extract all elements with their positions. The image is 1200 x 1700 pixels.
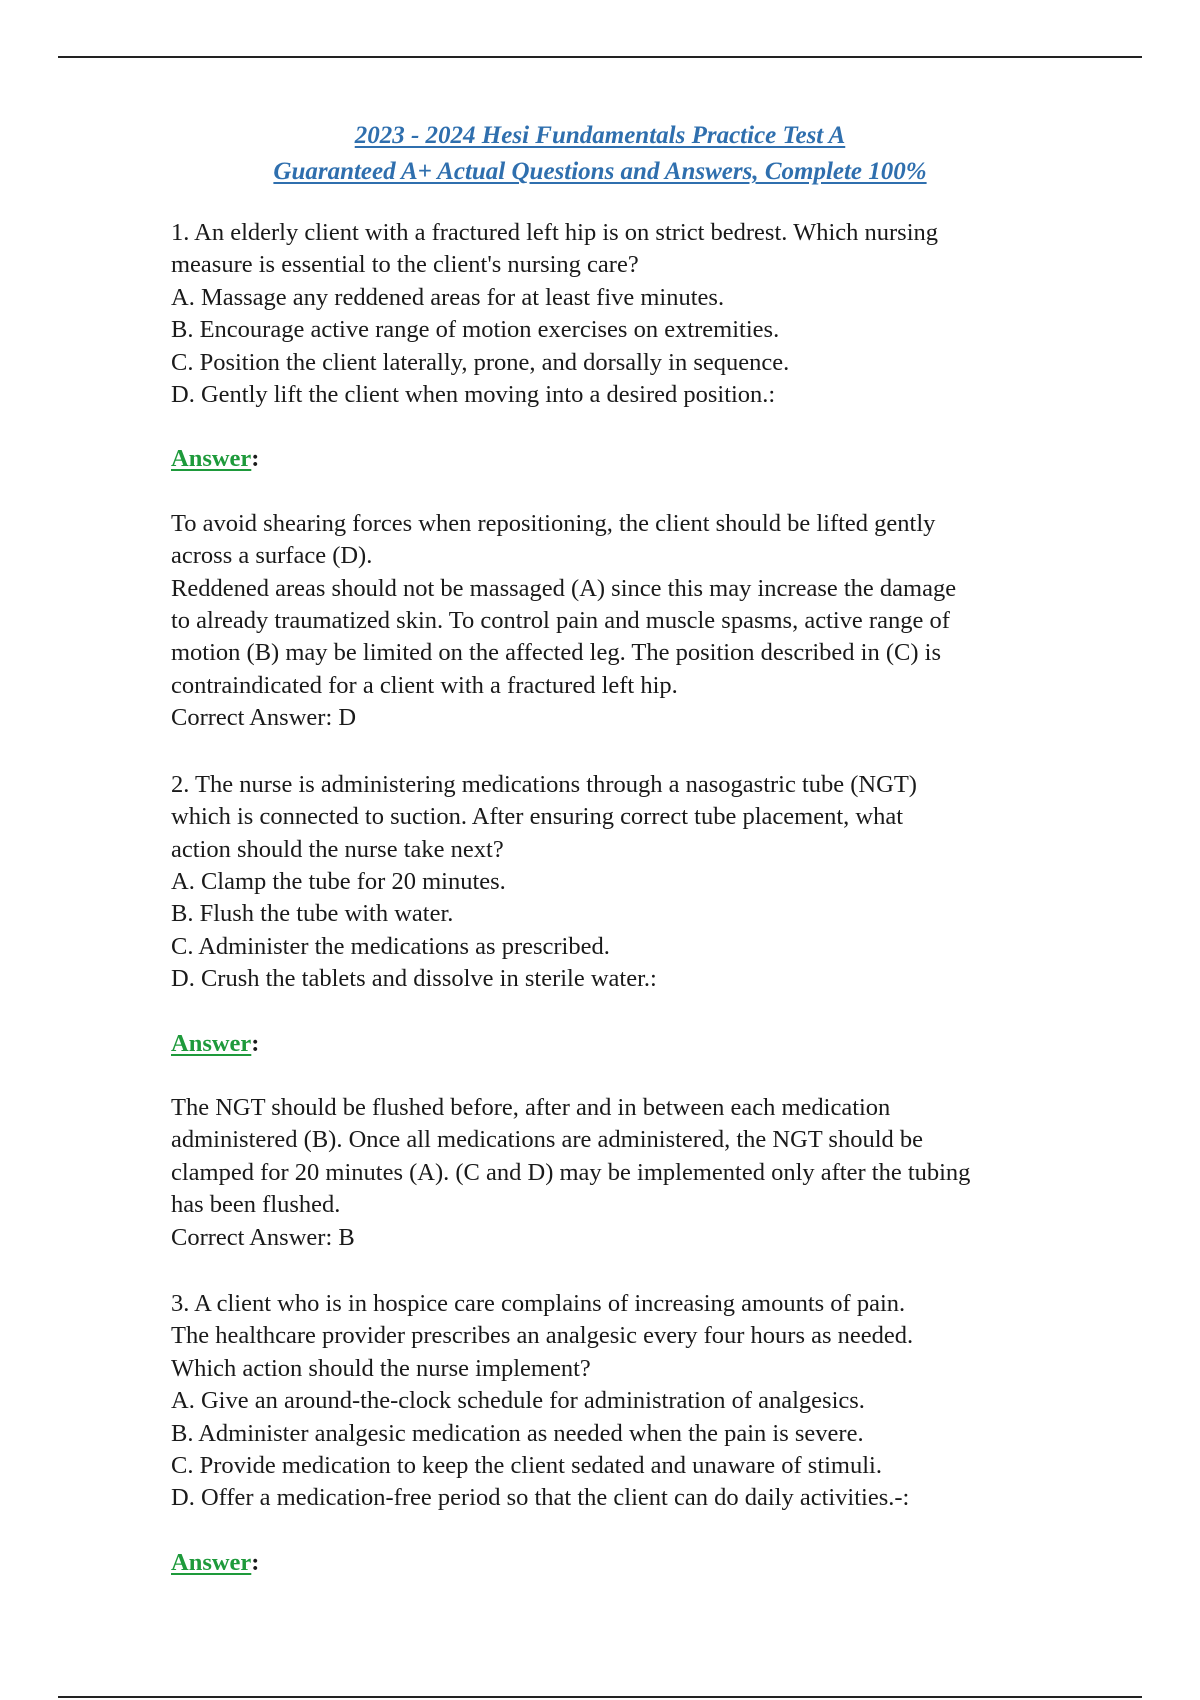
answer-label: Answer	[171, 1548, 252, 1576]
question-stem-line: measure is essential to the client's nursing care?	[171, 251, 639, 279]
explanation-2	[171, 1092, 1101, 1254]
correct-answer: Correct Answer: B	[171, 1223, 355, 1251]
document-title	[0, 118, 1200, 190]
question-stem-line: action should the nurse take next?	[171, 835, 504, 863]
explanation-line: across a surface (D).	[171, 542, 373, 570]
option-a: A. Clamp the tube for 20 minutes.	[171, 867, 506, 895]
option-b: B. Encourage active range of motion exercises on extremities.	[171, 316, 780, 344]
title-line-1: 2023 - 2024 Hesi Fundamentals Practice Test A	[354, 122, 846, 149]
question-3	[171, 1288, 1101, 1515]
title-line-2: Guaranteed A+ Actual Questions and Answers, Complete 100%	[273, 158, 927, 185]
explanation-line: administered (B). Once all medications are administered, the NGT should be	[171, 1126, 924, 1154]
answer-colon: :	[251, 1548, 260, 1576]
option-d: D. Crush the tablets and dissolve in sterile water.:	[171, 965, 657, 993]
answer-heading	[171, 443, 1101, 475]
question-stem-line: Which action should the nurse implement?	[171, 1354, 591, 1382]
header-rule	[58, 56, 1142, 58]
correct-answer: Correct Answer: D	[171, 704, 357, 732]
answer-label: Answer	[171, 1029, 252, 1057]
explanation-line: To avoid shearing forces when repositioning, the client should be lifted gently	[171, 509, 936, 537]
option-c: C. Administer the medications as prescribed.	[171, 932, 610, 960]
question-stem-line: 1. An elderly client with a fractured left hip is on strict bedrest. Which nursing	[171, 219, 939, 246]
question-stem-line: 2. The nurse is administering medications through a nasogastric tube (NGT)	[171, 770, 917, 798]
option-c: C. Position the client laterally, prone, and dorsally in sequence.	[171, 348, 790, 376]
answer-colon: :	[251, 1029, 260, 1057]
option-c: C. Provide medication to keep the client sedated and unaware of stimuli.	[171, 1452, 882, 1479]
explanation-line: motion (B) may be limited on the affected leg. The position described in (C) is	[171, 639, 941, 667]
explanation-line: contraindicated for a client with a fractured left hip.	[171, 671, 678, 699]
document-body	[171, 217, 1101, 1579]
explanation-line: The NGT should be flushed before, after and in between each medication	[171, 1093, 891, 1121]
option-d: D. Offer a medication-free period so that the client can do daily activities.-:	[171, 1484, 910, 1512]
answer-heading	[171, 1547, 1101, 1579]
explanation-line: Reddened areas should not be massaged (A) since this may increase the damage	[171, 574, 957, 602]
option-a: A. Massage any reddened areas for at least five minutes.	[171, 283, 725, 311]
question-2	[171, 769, 1101, 996]
answer-label: Answer	[171, 445, 252, 473]
option-d: D. Gently lift the client when moving into a desired position.:	[171, 381, 776, 409]
footer-rule	[58, 1696, 1142, 1698]
answer-heading	[171, 1028, 1101, 1060]
question-stem-line: The healthcare provider prescribes an analgesic every four hours as needed.	[171, 1322, 914, 1350]
option-a: A. Give an around-the-clock schedule for administration of analgesics.	[171, 1387, 865, 1415]
question-stem-line: which is connected to suction. After ensuring correct tube placement, what	[171, 803, 904, 831]
question-1	[171, 217, 1101, 411]
question-stem-line: 3. A client who is in hospice care complains of increasing amounts of pain.	[171, 1289, 906, 1317]
option-b: B. Administer analgesic medication as needed when the pain is severe.	[171, 1419, 864, 1447]
explanation-line: to already traumatized skin. To control pain and muscle spasms, active range of	[171, 607, 950, 635]
explanation-1	[171, 508, 1101, 735]
explanation-line: has been flushed.	[171, 1191, 341, 1219]
option-b: B. Flush the tube with water.	[171, 900, 454, 928]
explanation-line: clamped for 20 minutes (A). (C and D) may be implemented only after the tubing	[171, 1158, 971, 1186]
answer-colon: :	[251, 445, 260, 473]
